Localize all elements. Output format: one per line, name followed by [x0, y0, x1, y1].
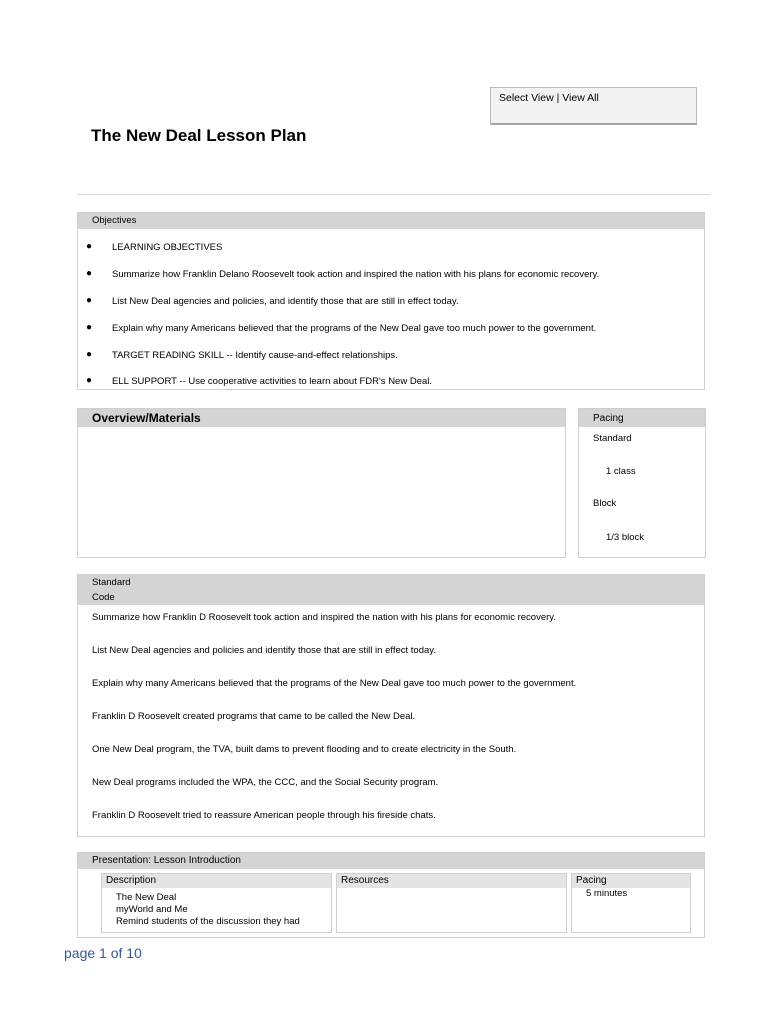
description-header: Description: [102, 874, 331, 888]
standard-item: New Deal programs included the WPA, the CCC, and the Social Security program.: [92, 777, 439, 788]
resources-column: [336, 873, 567, 933]
standard-panel: [77, 574, 705, 837]
bullet-icon: ●: [86, 268, 93, 279]
overview-heading: Overview/Materials: [78, 409, 565, 427]
view-separator: |: [553, 92, 563, 104]
description-text: The New Deal myWorld and Me Remind students of the discussion they had: [116, 892, 300, 927]
pacing-block-value: 1/3 block: [606, 532, 645, 543]
standard-item: Explain why many Americans believed that the programs of the New Deal gave too much power to the government.: [92, 678, 577, 689]
overview-panel: [77, 408, 566, 558]
pacing-panel: [578, 408, 706, 558]
description-column: [101, 873, 332, 933]
standard-heading-label: Standard: [92, 577, 131, 588]
standard-item: Franklin D Roosevelt tried to reassure American people through his fireside chats.: [92, 810, 436, 821]
presentation-panel: [77, 852, 705, 938]
objectives-panel: Objectives ● LEARNING OBJECTIVES ● Summarize how Franklin Delano Roosevelt took action and inspired the nation with his plans for economic recovery. ● List New Deal agencies and policies, and identify those that are still in effect today. ● Explain why many Americans believed that the programs of the New Deal gave too much power to the government. ● TARGET READING SKILL -- Identify cause-and-effect relationships. ● ELL SUPPORT -- Use cooperative activities to learn about FDR's New Deal.: [77, 212, 705, 390]
page-indicator: page 1 of 10: [64, 945, 142, 961]
pacing-standard-label: Standard: [593, 433, 632, 444]
presentation-pacing-header: Pacing: [572, 874, 690, 888]
select-view-box: [490, 87, 697, 125]
standard-heading: [78, 575, 704, 605]
view-all-link[interactable]: View All: [562, 92, 599, 104]
standard-item: Franklin D Roosevelt created programs that came to be called the New Deal.: [92, 711, 416, 722]
bullet-icon: ●: [86, 322, 93, 333]
resources-header: Resources: [337, 874, 566, 888]
bullet-icon: ●: [86, 295, 93, 306]
bullet-icon: ●: [86, 375, 93, 386]
pacing-block-label: Block: [593, 498, 617, 509]
header-divider: [77, 194, 710, 195]
pacing-heading: Pacing: [579, 409, 705, 427]
code-heading-label: Code: [92, 592, 115, 603]
pacing-standard-value: 1 class: [606, 466, 636, 477]
standard-item: Summarize how Franklin D Roosevelt took action and inspired the nation with his plans for economic recovery.: [92, 612, 556, 623]
page-title: The New Deal Lesson Plan: [91, 126, 307, 145]
bullet-icon: ●: [86, 349, 93, 360]
objectives-heading: Objectives: [78, 213, 704, 229]
select-view-link[interactable]: Select View: [499, 92, 554, 104]
standard-item: One New Deal program, the TVA, built dams to prevent flooding and to create electricity in the South.: [92, 744, 517, 755]
bullet-icon: ●: [86, 241, 93, 252]
presentation-heading: Presentation: Lesson Introduction: [78, 853, 704, 869]
presentation-pacing-value: 5 minutes: [586, 888, 628, 899]
standard-item: List New Deal agencies and policies and identify those that are still in effect today.: [92, 645, 436, 656]
presentation-pacing-column: [571, 873, 691, 933]
